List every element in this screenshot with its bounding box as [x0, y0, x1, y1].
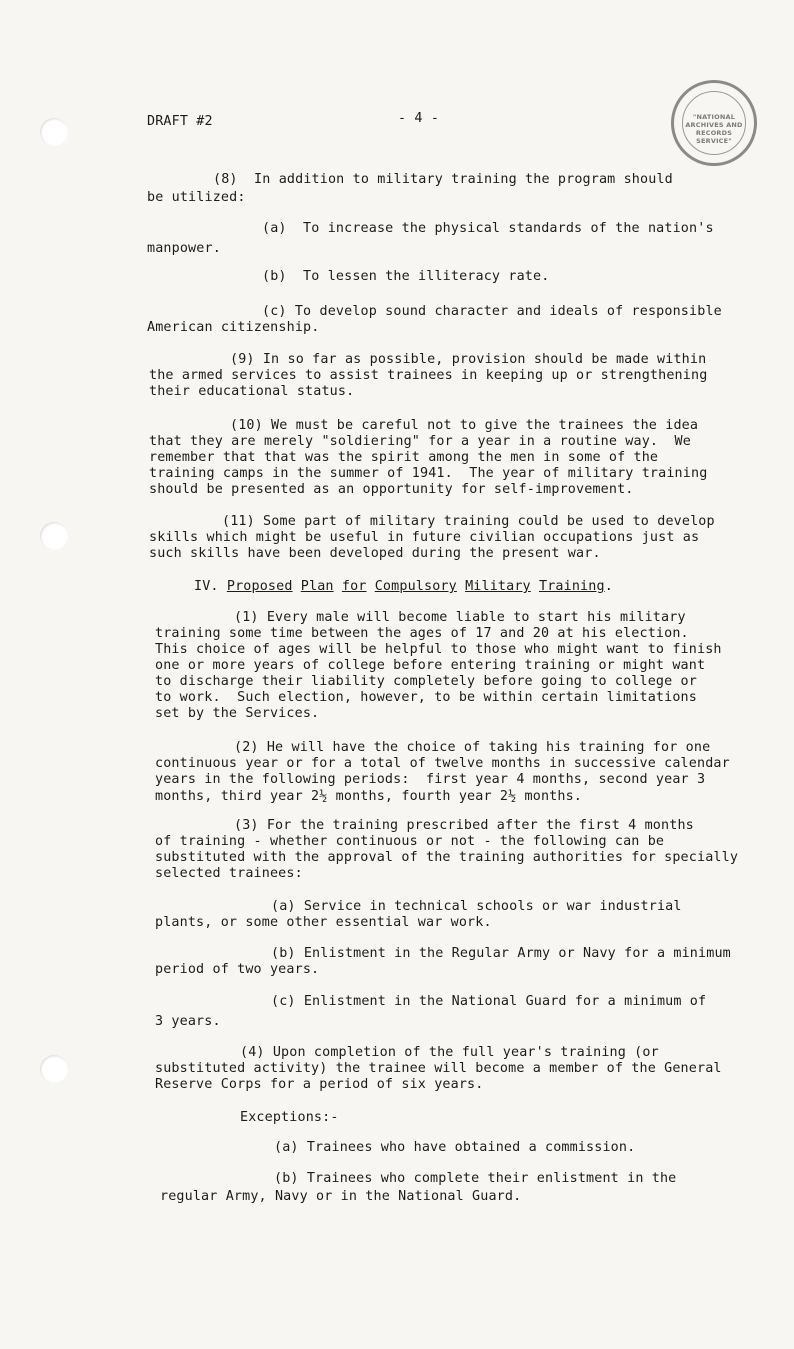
plan-2-line: months, third year 2½ months, fourth year 2½ months. [155, 789, 583, 804]
item-8c-line: American citizenship. [147, 320, 320, 335]
item-10-line: (10) We must be careful not to give the trainees the idea [230, 418, 699, 433]
item-10-line: remember that that was the spirit among the men in some of the [149, 450, 659, 465]
plan-1-line: one or more years of college before entering training or might want [155, 658, 706, 673]
plan-2-line: continuous year or for a total of twelve months in successive calendar [155, 756, 730, 771]
punch-hole-top [40, 118, 68, 146]
item-10-line: training camps in the summer of 1941. The year of military training [149, 466, 708, 481]
item-8b-line: (b) To lessen the illiteracy rate. [262, 269, 550, 284]
item-8a-line: manpower. [147, 241, 221, 256]
plan-1-line: to discharge their liability completely before going to college or [155, 674, 697, 689]
heading-word: Plan [300, 579, 334, 594]
heading-word: Proposed [226, 579, 293, 594]
plan-4-line: substituted activity) the trainee will become a member of the General [155, 1061, 722, 1076]
item-8a-line: (a) To increase the physical standards of the nation's [262, 221, 714, 236]
plan-3c-line: (c) Enlistment in the National Guard for a minimum of [271, 994, 707, 1009]
stamp-line: RECORDS [695, 129, 733, 137]
item-9-line: (9) In so far as possible, provision should be made within [230, 352, 707, 367]
plan-1-line: This choice of ages will be helpful to those who might want to finish [155, 642, 722, 657]
plan-4-line: (4) Upon completion of the full year's training (or [240, 1045, 659, 1060]
heading-word: Compulsory [374, 579, 457, 594]
section-iv-heading [194, 579, 613, 595]
plan-3b-line: period of two years. [155, 962, 320, 977]
page-number: - 4 - [398, 111, 440, 126]
plan-3a-line: (a) Service in technical schools or war industrial [271, 899, 682, 914]
item-9-line: the armed services to assist trainees in keeping up or strengthening [149, 368, 708, 383]
heading-period: . [604, 579, 613, 594]
item-9-line: their educational status. [149, 384, 355, 399]
exceptions-label: Exceptions:- [240, 1110, 339, 1125]
item-10-line: that they are merely "soldiering" for a year in a routine way. We [149, 434, 691, 449]
punch-hole-middle [40, 522, 68, 550]
plan-1-line: (1) Every male will become liable to start his military [234, 610, 686, 625]
plan-3a-line: plants, or some other essential war work. [155, 915, 492, 930]
plan-2-line: years in the following periods: first year 4 months, second year 3 [155, 772, 706, 787]
heading-word: for [341, 579, 367, 594]
plan-3-line: substituted with the approval of the training authorities for specially [155, 850, 739, 865]
plan-3-line: (3) For the training prescribed after the first 4 months [234, 818, 694, 833]
item-8-line: be utilized: [147, 190, 246, 205]
plan-3c-line: 3 years. [155, 1014, 221, 1029]
plan-1-line: training some time between the ages of 17 and 20 at his election. [155, 626, 689, 641]
exception-a: (a) Trainees who have obtained a commission. [274, 1140, 636, 1155]
item-8-line: (8) In addition to military training the program should [213, 172, 673, 187]
item-10-line: should be presented as an opportunity for self-improvement. [149, 482, 634, 497]
punch-hole-bottom [40, 1055, 68, 1083]
stamp-line: ARCHIVES AND [685, 121, 743, 129]
item-11-line: such skills have been developed during the present war. [149, 546, 601, 561]
section-number: IV. [194, 579, 219, 594]
draft-label: DRAFT #2 [147, 114, 213, 129]
plan-1-line: set by the Services. [155, 706, 320, 721]
plan-1-line: to work. Such election, however, to be within certain limitations [155, 690, 697, 705]
plan-4-line: Reserve Corps for a period of six years. [155, 1077, 484, 1092]
plan-2-line: (2) He will have the choice of taking his training for one [234, 740, 711, 755]
heading-word: Military [465, 579, 531, 594]
stamp-line: "NATIONAL [692, 113, 736, 121]
archive-stamp [671, 80, 757, 166]
stamp-text [674, 113, 754, 145]
heading-word: Training [538, 579, 605, 594]
item-8c-line: (c) To develop sound character and ideals of responsible [262, 304, 722, 319]
item-11-line: skills which might be useful in future civilian occupations just as [149, 530, 700, 545]
plan-3-line: selected trainees: [155, 866, 303, 881]
item-11-line: (11) Some part of military training could be used to develop [222, 514, 715, 529]
stamp-line: SERVICE" [696, 137, 732, 145]
plan-3-line: of training - whether continuous or not - the following can be [155, 834, 665, 849]
exception-b-line: regular Army, Navy or in the National Guard. [160, 1189, 522, 1204]
plan-3b-line: (b) Enlistment in the Regular Army or Navy for a minimum [271, 946, 731, 961]
exception-b-line: (b) Trainees who complete their enlistment in the [274, 1171, 677, 1186]
